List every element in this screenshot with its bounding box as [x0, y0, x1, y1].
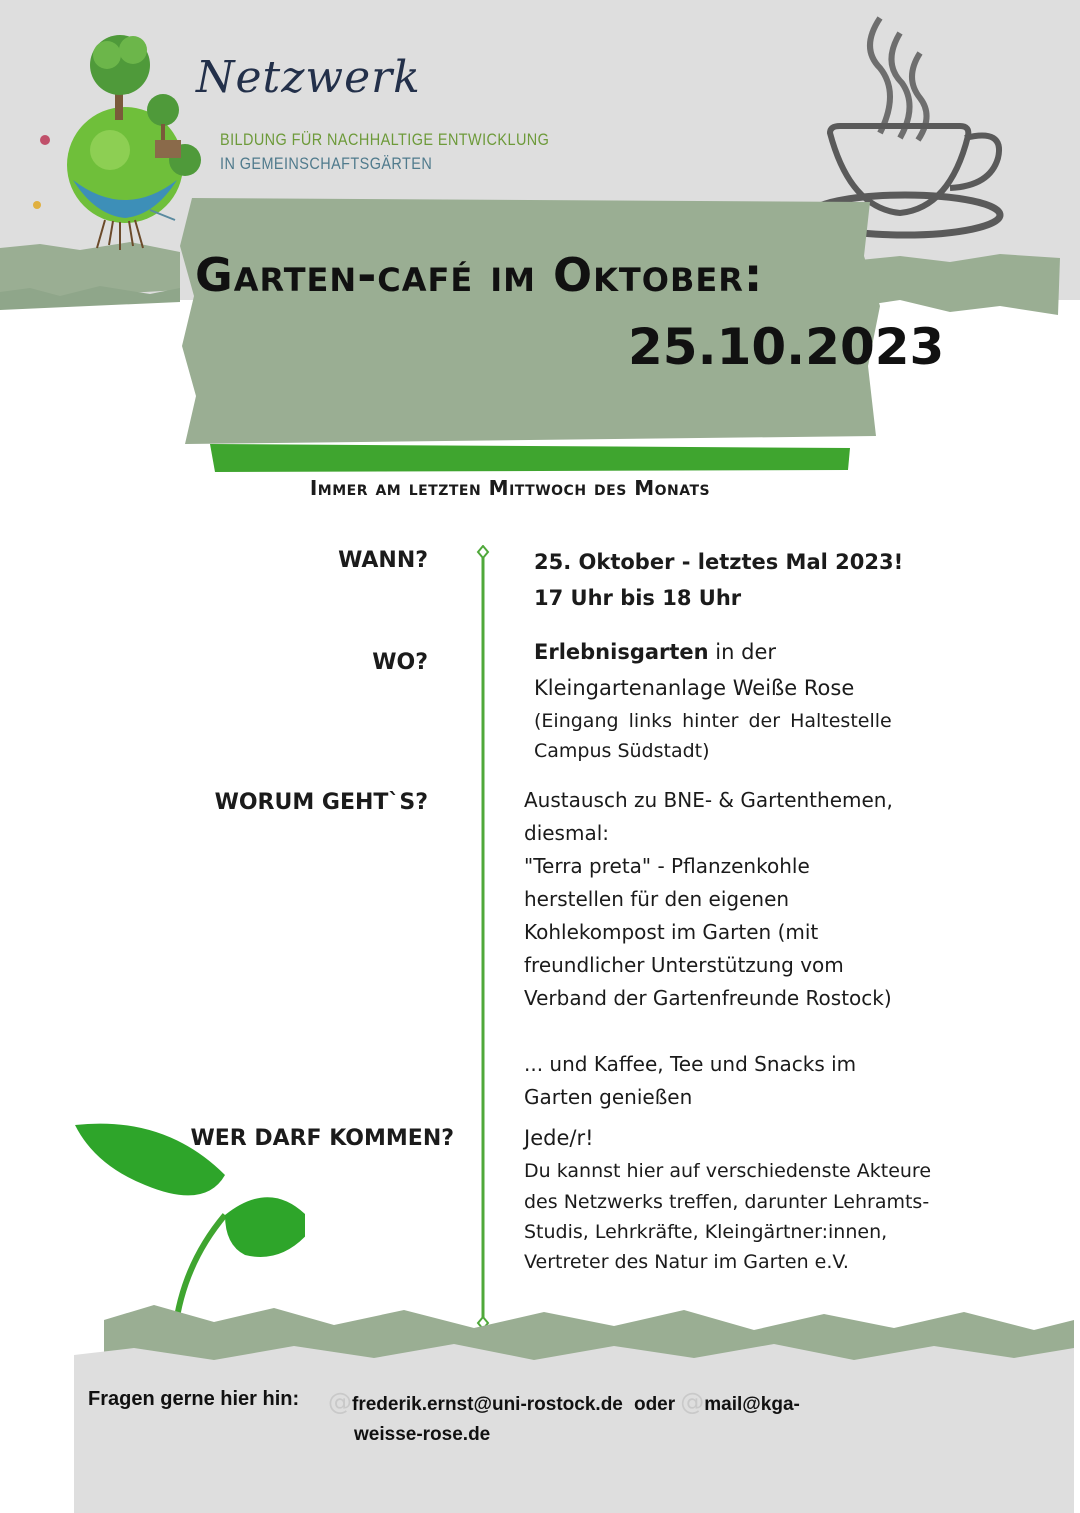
label-wann: WANN?: [338, 548, 428, 573]
brand-tagline-2: IN GEMEINSCHAFTSGÄRTEN: [220, 154, 433, 173]
timeline-divider: [476, 545, 490, 1330]
brand-name: Netzwerk: [196, 52, 421, 103]
wo-line-3: (Eingang links hinter der Haltestelle: [534, 710, 892, 732]
wo-line-2: Kleingartenanlage Weiße Rose: [534, 676, 855, 700]
footer-label: Fragen gerne hier hin:: [88, 1388, 300, 1410]
worum-line-4: herstellen für den eigenen: [524, 887, 790, 911]
label-wo: WO?: [372, 650, 428, 675]
worum-line-5: Kohlekompost im Garten (mit: [524, 920, 819, 944]
label-wer: WER DARF KOMMEN?: [190, 1126, 454, 1151]
wer-line-4: Studis, Lehrkräfte, Kleingärtner:innen,: [524, 1221, 888, 1243]
at-icon: @: [328, 1388, 352, 1416]
worum-line-6: freundlicher Unterstützung vom: [524, 953, 844, 977]
email-link-2-continued[interactable]: weisse-rose.de: [354, 1424, 491, 1445]
brand-tagline-1: BILDUNG FÜR NACHHALTIGE ENTWICKLUNG: [220, 130, 550, 149]
page-subtitle: Immer am letzten Mittwoch des Monats: [309, 476, 711, 500]
at-icon: @: [680, 1388, 705, 1416]
wo-line-4: Campus Südstadt): [534, 740, 710, 762]
wer-line-3: des Netzwerks treffen, darunter Lehramts-: [524, 1191, 930, 1213]
email-link-2[interactable]: mail@kga-: [704, 1394, 800, 1415]
connector-text: oder: [633, 1394, 676, 1415]
email-link-1[interactable]: frederik.ernst@uni-rostock.de: [352, 1394, 623, 1415]
worum-line-7: Verband der Gartenfreunde Rostock): [524, 986, 892, 1010]
page-title: Garten-café im Oktober:: [195, 248, 764, 302]
worum-line-1: Austausch zu BNE- & Gartenthemen,: [524, 788, 893, 812]
worum-extra-1: ... und Kaffee, Tee und Snacks im: [524, 1052, 857, 1076]
contact-line: [328, 1388, 800, 1416]
wer-line-5: Vertreter des Natur im Garten e.V.: [524, 1251, 849, 1273]
wann-line-1: 25. Oktober - letztes Mal 2023!: [534, 550, 904, 574]
event-date: 25.10.2023: [628, 318, 945, 376]
worum-extra-2: Garten genießen: [524, 1085, 693, 1109]
wer-line-1: Jede/r!: [524, 1126, 594, 1150]
worum-line-3: "Terra preta" - Pflanzenkohle: [524, 854, 810, 878]
wer-line-2: Du kannst hier auf verschiedenste Akteure: [524, 1160, 932, 1182]
wo-line-1: Erlebnisgarten in der: [534, 640, 777, 664]
wann-line-2: 17 Uhr bis 18 Uhr: [534, 586, 742, 610]
label-worum: WORUM GEHT`S?: [214, 790, 428, 815]
worum-line-2: diesmal:: [524, 821, 610, 845]
